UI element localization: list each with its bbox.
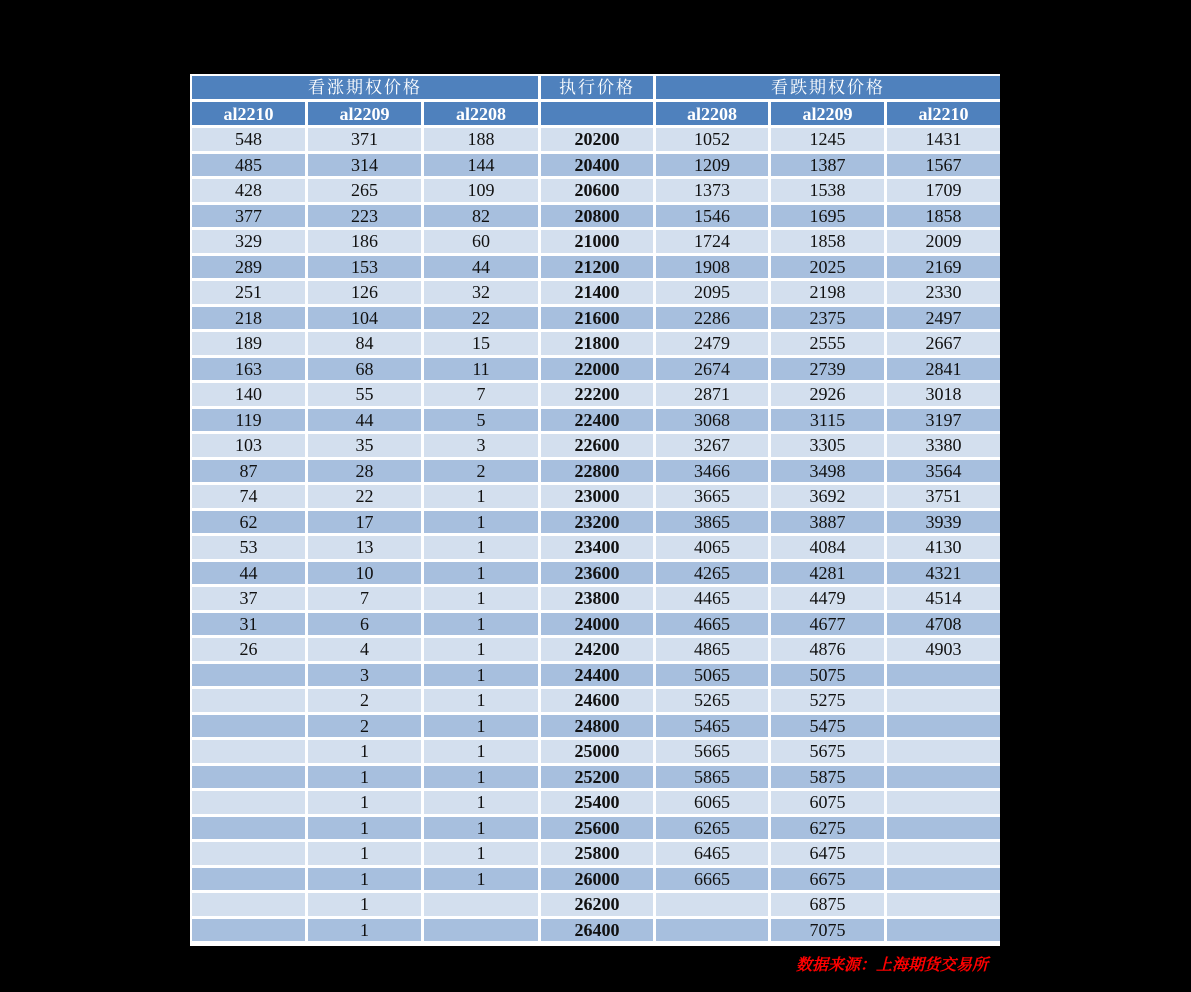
call-al2209-cell: 2 (308, 715, 421, 738)
put-al2210-cell: 1431 (887, 128, 1000, 151)
table-row (192, 689, 1000, 712)
call-al2210-cell (192, 766, 305, 789)
put-al2209-cell: 3692 (771, 485, 884, 508)
put-al2208-cell: 1724 (656, 230, 768, 253)
table-row (192, 409, 1000, 432)
put-al2209-cell: 4084 (771, 536, 884, 559)
call-al2210-cell: 74 (192, 485, 305, 508)
column-header-put-al2209: al2209 (771, 102, 884, 125)
call-al2210-cell (192, 842, 305, 865)
strike-price-cell: 20800 (541, 205, 653, 228)
call-al2208-cell: 1 (424, 817, 538, 840)
strike-price-cell: 20600 (541, 179, 653, 202)
call-al2210-cell: 218 (192, 307, 305, 330)
call-al2209-cell: 153 (308, 256, 421, 279)
put-al2209-cell: 5475 (771, 715, 884, 738)
call-al2210-cell (192, 740, 305, 763)
put-al2209-cell: 6475 (771, 842, 884, 865)
call-al2208-cell: 1 (424, 842, 538, 865)
put-al2208-cell: 2286 (656, 307, 768, 330)
call-al2209-cell: 371 (308, 128, 421, 151)
call-al2210-cell: 87 (192, 460, 305, 483)
call-al2210-cell (192, 689, 305, 712)
call-al2208-cell: 22 (424, 307, 538, 330)
call-al2208-cell: 1 (424, 613, 538, 636)
call-al2209-cell: 7 (308, 587, 421, 610)
put-al2209-cell: 5675 (771, 740, 884, 763)
put-al2210-cell: 4514 (887, 587, 1000, 610)
call-al2208-cell: 1 (424, 689, 538, 712)
put-al2210-cell: 4903 (887, 638, 1000, 661)
call-al2208-cell: 1 (424, 485, 538, 508)
put-al2210-cell: 4130 (887, 536, 1000, 559)
put-al2208-cell: 3068 (656, 409, 768, 432)
table-row (192, 587, 1000, 610)
table-row (192, 664, 1000, 687)
call-al2210-cell: 289 (192, 256, 305, 279)
call-al2209-cell: 186 (308, 230, 421, 253)
call-al2209-cell: 126 (308, 281, 421, 304)
call-al2208-cell: 11 (424, 358, 538, 381)
strike-price-cell: 22800 (541, 460, 653, 483)
call-al2210-cell: 31 (192, 613, 305, 636)
put-al2210-cell: 2497 (887, 307, 1000, 330)
put-al2209-cell: 2025 (771, 256, 884, 279)
call-al2208-cell: 15 (424, 332, 538, 355)
put-al2209-cell: 6675 (771, 868, 884, 891)
put-price-group-header: 看跌期权价格 (656, 76, 1000, 99)
put-al2210-cell: 3564 (887, 460, 1000, 483)
table-row (192, 256, 1000, 279)
call-al2209-cell: 35 (308, 434, 421, 457)
put-al2208-cell: 4065 (656, 536, 768, 559)
strike-price-cell: 22200 (541, 383, 653, 406)
strike-price-cell: 22400 (541, 409, 653, 432)
call-al2210-cell: 26 (192, 638, 305, 661)
call-al2210-cell: 485 (192, 154, 305, 177)
call-al2208-cell: 144 (424, 154, 538, 177)
table-row (192, 613, 1000, 636)
call-al2209-cell: 1 (308, 740, 421, 763)
put-al2208-cell: 5465 (656, 715, 768, 738)
put-al2209-cell: 2375 (771, 307, 884, 330)
call-price-group-header: 看涨期权价格 (192, 76, 538, 99)
put-al2209-cell: 1695 (771, 205, 884, 228)
put-al2208-cell: 4865 (656, 638, 768, 661)
strike-price-cell: 25200 (541, 766, 653, 789)
put-al2208-cell: 2674 (656, 358, 768, 381)
call-al2209-cell: 1 (308, 766, 421, 789)
put-al2210-cell (887, 766, 1000, 789)
table-row (192, 638, 1000, 661)
put-al2210-cell (887, 868, 1000, 891)
put-al2209-cell: 2555 (771, 332, 884, 355)
table-row (192, 511, 1000, 534)
put-al2208-cell: 3865 (656, 511, 768, 534)
group-header-row (192, 76, 1000, 99)
put-al2208-cell: 6465 (656, 842, 768, 865)
call-al2208-cell: 1 (424, 638, 538, 661)
call-al2209-cell: 28 (308, 460, 421, 483)
put-al2209-cell: 6075 (771, 791, 884, 814)
call-al2210-cell: 103 (192, 434, 305, 457)
call-al2210-cell (192, 791, 305, 814)
put-al2208-cell: 4265 (656, 562, 768, 585)
put-al2208-cell: 6665 (656, 868, 768, 891)
call-al2208-cell: 1 (424, 868, 538, 891)
put-al2209-cell: 2198 (771, 281, 884, 304)
strike-price-cell: 21600 (541, 307, 653, 330)
put-al2210-cell: 4321 (887, 562, 1000, 585)
put-al2208-cell: 1373 (656, 179, 768, 202)
put-al2208-cell: 5265 (656, 689, 768, 712)
call-al2210-cell (192, 715, 305, 738)
call-al2210-cell: 37 (192, 587, 305, 610)
strike-price-cell: 21800 (541, 332, 653, 355)
call-al2209-cell: 17 (308, 511, 421, 534)
call-al2210-cell: 140 (192, 383, 305, 406)
strike-price-cell: 23400 (541, 536, 653, 559)
call-al2208-cell: 1 (424, 511, 538, 534)
call-al2209-cell: 2 (308, 689, 421, 712)
call-al2209-cell: 55 (308, 383, 421, 406)
table-row (192, 128, 1000, 151)
strike-price-cell: 25600 (541, 817, 653, 840)
column-header-call-al2210: al2210 (192, 102, 305, 125)
call-al2209-cell: 68 (308, 358, 421, 381)
put-al2208-cell: 2095 (656, 281, 768, 304)
put-al2209-cell: 4479 (771, 587, 884, 610)
contract-header-row (192, 102, 1000, 125)
strike-price-cell: 26000 (541, 868, 653, 891)
column-header-call-al2209: al2209 (308, 102, 421, 125)
table-row (192, 740, 1000, 763)
strike-price-cell: 24600 (541, 689, 653, 712)
call-al2209-cell: 6 (308, 613, 421, 636)
put-al2210-cell: 3751 (887, 485, 1000, 508)
call-al2210-cell (192, 817, 305, 840)
call-al2208-cell: 109 (424, 179, 538, 202)
call-al2209-cell: 84 (308, 332, 421, 355)
strike-price-cell: 21200 (541, 256, 653, 279)
put-al2210-cell: 2169 (887, 256, 1000, 279)
strike-price-cell: 24400 (541, 664, 653, 687)
put-al2210-cell: 1709 (887, 179, 1000, 202)
put-al2210-cell: 2841 (887, 358, 1000, 381)
table-row (192, 766, 1000, 789)
put-al2210-cell: 1858 (887, 205, 1000, 228)
call-al2208-cell: 1 (424, 791, 538, 814)
column-header-put-al2210: al2210 (887, 102, 1000, 125)
put-al2210-cell: 4708 (887, 613, 1000, 636)
call-al2210-cell: 189 (192, 332, 305, 355)
put-al2209-cell: 1245 (771, 128, 884, 151)
put-al2209-cell: 6275 (771, 817, 884, 840)
put-al2208-cell: 1546 (656, 205, 768, 228)
strike-price-cell: 23000 (541, 485, 653, 508)
table-row (192, 536, 1000, 559)
put-al2209-cell: 3115 (771, 409, 884, 432)
column-header-call-al2208: al2208 (424, 102, 538, 125)
call-al2208-cell: 60 (424, 230, 538, 253)
put-al2208-cell: 5665 (656, 740, 768, 763)
put-al2210-cell: 2330 (887, 281, 1000, 304)
table-row (192, 868, 1000, 891)
call-al2208-cell: 188 (424, 128, 538, 151)
call-al2210-cell: 62 (192, 511, 305, 534)
call-al2210-cell (192, 919, 305, 942)
put-al2209-cell: 5075 (771, 664, 884, 687)
options-price-table (190, 74, 1000, 946)
strike-price-cell: 26200 (541, 893, 653, 916)
table-row (192, 791, 1000, 814)
strike-price-cell: 22600 (541, 434, 653, 457)
call-al2209-cell: 1 (308, 791, 421, 814)
options-table (189, 73, 1003, 944)
call-al2210-cell (192, 664, 305, 687)
put-al2210-cell (887, 740, 1000, 763)
strike-price-cell: 23800 (541, 587, 653, 610)
table-row (192, 434, 1000, 457)
put-al2208-cell: 4665 (656, 613, 768, 636)
put-al2209-cell: 5275 (771, 689, 884, 712)
put-al2208-cell (656, 919, 768, 942)
strike-price-cell: 20200 (541, 128, 653, 151)
put-al2208-cell: 3665 (656, 485, 768, 508)
table-row (192, 817, 1000, 840)
put-al2208-cell (656, 893, 768, 916)
table-row (192, 358, 1000, 381)
strike-price-cell: 21000 (541, 230, 653, 253)
call-al2208-cell: 44 (424, 256, 538, 279)
call-al2208-cell: 1 (424, 562, 538, 585)
put-al2209-cell: 1858 (771, 230, 884, 253)
table-row (192, 179, 1000, 202)
table-row (192, 230, 1000, 253)
call-al2210-cell: 548 (192, 128, 305, 151)
put-al2210-cell (887, 919, 1000, 942)
call-al2208-cell: 1 (424, 740, 538, 763)
call-al2210-cell (192, 893, 305, 916)
table-row (192, 893, 1000, 916)
strike-price-cell: 24000 (541, 613, 653, 636)
call-al2210-cell: 119 (192, 409, 305, 432)
put-al2208-cell: 2871 (656, 383, 768, 406)
put-al2208-cell: 4465 (656, 587, 768, 610)
call-al2209-cell: 4 (308, 638, 421, 661)
call-al2209-cell: 13 (308, 536, 421, 559)
strike-price-cell: 24200 (541, 638, 653, 661)
table-row (192, 715, 1000, 738)
call-al2210-cell: 251 (192, 281, 305, 304)
put-al2208-cell: 5065 (656, 664, 768, 687)
call-al2208-cell (424, 893, 538, 916)
put-al2208-cell: 5865 (656, 766, 768, 789)
call-al2208-cell: 1 (424, 536, 538, 559)
call-al2208-cell: 7 (424, 383, 538, 406)
put-al2210-cell (887, 664, 1000, 687)
strike-price-cell: 24800 (541, 715, 653, 738)
put-al2209-cell: 6875 (771, 893, 884, 916)
call-al2208-cell: 2 (424, 460, 538, 483)
strike-price-cell: 25000 (541, 740, 653, 763)
strike-price-cell: 25800 (541, 842, 653, 865)
call-al2208-cell: 1 (424, 664, 538, 687)
put-al2210-cell: 2667 (887, 332, 1000, 355)
call-al2208-cell: 1 (424, 587, 538, 610)
call-al2210-cell: 44 (192, 562, 305, 585)
put-al2208-cell: 3466 (656, 460, 768, 483)
put-al2210-cell (887, 893, 1000, 916)
put-al2209-cell: 2739 (771, 358, 884, 381)
call-al2209-cell: 10 (308, 562, 421, 585)
table-row (192, 383, 1000, 406)
put-al2209-cell: 4876 (771, 638, 884, 661)
table-row (192, 307, 1000, 330)
put-al2210-cell (887, 842, 1000, 865)
put-al2210-cell: 3018 (887, 383, 1000, 406)
put-al2209-cell: 1538 (771, 179, 884, 202)
call-al2208-cell: 3 (424, 434, 538, 457)
call-al2209-cell: 1 (308, 868, 421, 891)
put-al2208-cell: 6265 (656, 817, 768, 840)
call-al2210-cell: 53 (192, 536, 305, 559)
call-al2209-cell: 22 (308, 485, 421, 508)
table-row (192, 205, 1000, 228)
put-al2209-cell: 4281 (771, 562, 884, 585)
table-row (192, 562, 1000, 585)
call-al2209-cell: 104 (308, 307, 421, 330)
put-al2209-cell: 1387 (771, 154, 884, 177)
column-header-put-al2208: al2208 (656, 102, 768, 125)
table-row (192, 842, 1000, 865)
call-al2210-cell: 329 (192, 230, 305, 253)
put-al2208-cell: 1908 (656, 256, 768, 279)
table-row (192, 919, 1000, 942)
put-al2210-cell (887, 715, 1000, 738)
table-row (192, 460, 1000, 483)
put-al2210-cell: 3197 (887, 409, 1000, 432)
call-al2209-cell: 1 (308, 919, 421, 942)
table-body (192, 128, 1000, 941)
call-al2209-cell: 1 (308, 817, 421, 840)
put-al2209-cell: 3498 (771, 460, 884, 483)
call-al2209-cell: 223 (308, 205, 421, 228)
call-al2209-cell: 265 (308, 179, 421, 202)
strike-price-group-header: 执行价格 (541, 76, 653, 99)
put-al2210-cell: 2009 (887, 230, 1000, 253)
call-al2208-cell: 1 (424, 715, 538, 738)
put-al2210-cell (887, 791, 1000, 814)
call-al2209-cell: 44 (308, 409, 421, 432)
put-al2208-cell: 2479 (656, 332, 768, 355)
strike-price-cell: 20400 (541, 154, 653, 177)
call-al2208-cell: 82 (424, 205, 538, 228)
data-source-note: 数据来源：上海期货交易所 (796, 955, 989, 974)
call-al2209-cell: 1 (308, 893, 421, 916)
strike-price-cell: 25400 (541, 791, 653, 814)
call-al2208-cell: 1 (424, 766, 538, 789)
put-al2210-cell: 1567 (887, 154, 1000, 177)
call-al2210-cell: 377 (192, 205, 305, 228)
put-al2209-cell: 7075 (771, 919, 884, 942)
put-al2209-cell: 5875 (771, 766, 884, 789)
strike-price-cell: 21400 (541, 281, 653, 304)
strike-price-cell: 22000 (541, 358, 653, 381)
strike-price-cell: 23200 (541, 511, 653, 534)
put-al2208-cell: 1209 (656, 154, 768, 177)
put-al2210-cell (887, 689, 1000, 712)
strike-price-cell: 26400 (541, 919, 653, 942)
put-al2208-cell: 6065 (656, 791, 768, 814)
call-al2209-cell: 3 (308, 664, 421, 687)
call-al2210-cell (192, 868, 305, 891)
table-row (192, 281, 1000, 304)
put-al2210-cell: 3380 (887, 434, 1000, 457)
call-al2208-cell (424, 919, 538, 942)
call-al2210-cell: 163 (192, 358, 305, 381)
put-al2210-cell (887, 817, 1000, 840)
table-row (192, 332, 1000, 355)
put-al2210-cell: 3939 (887, 511, 1000, 534)
put-al2209-cell: 4677 (771, 613, 884, 636)
table-row (192, 154, 1000, 177)
call-al2210-cell: 428 (192, 179, 305, 202)
table-row (192, 485, 1000, 508)
strike-price-cell: 23600 (541, 562, 653, 585)
column-header-strike (541, 102, 653, 125)
call-al2209-cell: 314 (308, 154, 421, 177)
put-al2208-cell: 1052 (656, 128, 768, 151)
put-al2209-cell: 3887 (771, 511, 884, 534)
call-al2208-cell: 32 (424, 281, 538, 304)
put-al2209-cell: 2926 (771, 383, 884, 406)
call-al2208-cell: 5 (424, 409, 538, 432)
put-al2209-cell: 3305 (771, 434, 884, 457)
put-al2208-cell: 3267 (656, 434, 768, 457)
call-al2209-cell: 1 (308, 842, 421, 865)
